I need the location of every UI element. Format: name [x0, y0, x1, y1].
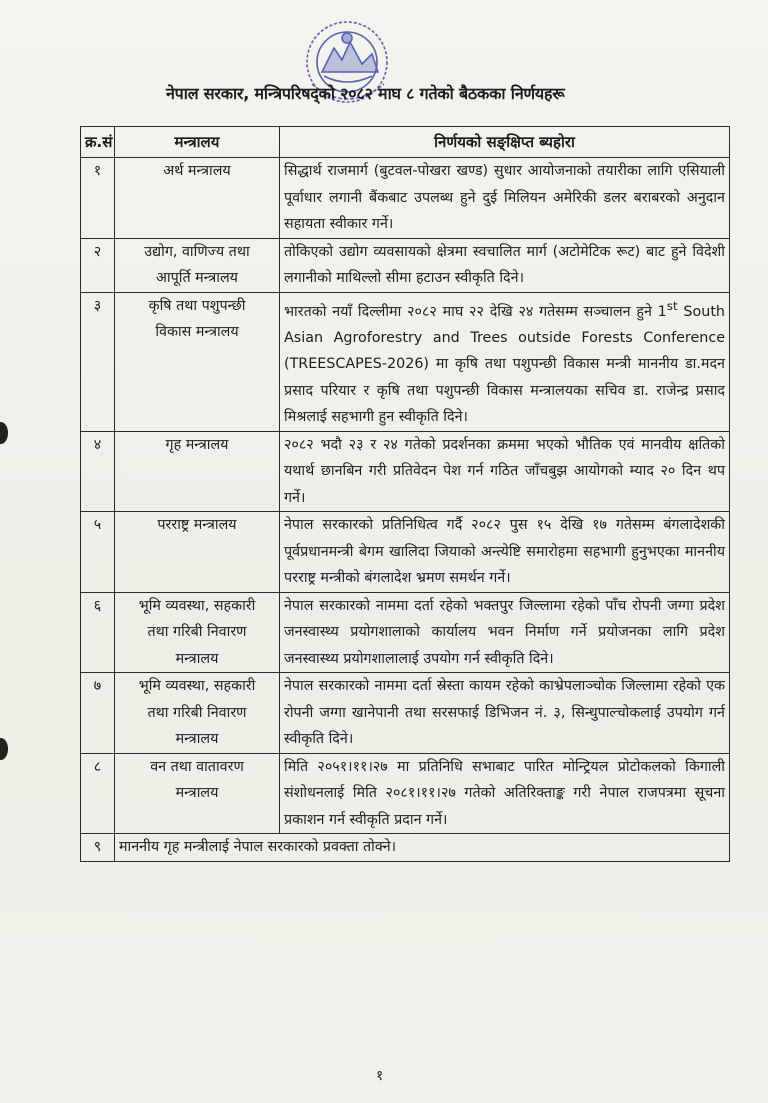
- row-ministry: [115, 512, 280, 593]
- ministry-line: मन्त्रालय: [175, 785, 219, 802]
- page-title: नेपाल सरकार, मन्त्रिपरिषद्को २०८२ माघ ८ गतेको बैठकका निर्णयहरू: [166, 84, 565, 103]
- table-row: [81, 292, 730, 431]
- row-decision: तोकिएको उद्योग व्यवसायको क्षेत्रमा स्वचालित मार्ग (अटोमेटिक रूट) बाट हुने विदेशी लगानीको माथिल्लो सीमा हटाउन स्वीकृति दिने।: [280, 238, 730, 292]
- ministry-line: तथा गरिबी निवारण: [147, 704, 247, 721]
- page-number: १: [376, 1068, 384, 1084]
- table-row: [81, 753, 730, 834]
- row-ministry: [115, 673, 280, 754]
- row-serial: ३: [81, 292, 115, 431]
- table-row: [81, 834, 730, 862]
- ministry-line: तथा गरिबी निवारण: [147, 624, 247, 641]
- row-serial: ८: [81, 753, 115, 834]
- ministry-line: आपूर्ति मन्त्रालय: [156, 270, 238, 286]
- row-ministry: [115, 431, 280, 512]
- ministry-line: मन्त्रालय: [175, 731, 219, 748]
- row-serial: ५: [81, 512, 115, 593]
- row-decision: नेपाल सरकारको नाममा दर्ता स्रेस्ता कायम रहेको काभ्रेपलाञ्चोक जिल्लामा रहेको एक रोपनी जग्गा खानेपानी तथा सरसफाई डिभिजन नं. ३, सिन्धुपाल्चोकलाई उपयोग गर्न स्वीकृति दिने।: [280, 673, 730, 754]
- decision-text-after: South Asian Agroforestry and Trees outside Forests Conference (TREESCAPES-2026) मा कृषि तथा पशुपन्छी विकास मन्त्री माननीय डा.मदन प्रसाद परियार र कृषि तथा पशुपन्छी विकास मन्त्रालयका सचिव डा. राजेन्द्र प्रसाद मिश्रलाई सहभागी हुन स्वीकृति दिने।: [284, 303, 725, 426]
- table-row: [81, 431, 730, 512]
- ministry-line: अर्थ मन्त्रालय: [163, 163, 231, 179]
- row-serial: ९: [81, 834, 115, 862]
- row-ministry: [115, 238, 280, 292]
- ministry-line: विकास मन्त्रालय: [155, 324, 239, 340]
- row-decision: सिद्धार्थ राजमार्ग (बुटवल-पोखरा खण्ड) सुधार आयोजनाको तयारीका लागि एसियाली पूर्वाधार लगानी बैंकबाट उपलब्ध हुने दुई मिलियन अमेरिकी डलर बराबरको अनुदान सहायता स्वीकार गर्ने।: [280, 158, 730, 239]
- ministry-line: भूमि व्यवस्था, सहकारी: [138, 678, 256, 695]
- table-row: [81, 592, 730, 673]
- punch-hole-top: [0, 422, 8, 444]
- row-serial: ४: [81, 431, 115, 512]
- table-row: [81, 238, 730, 292]
- row-serial: १: [81, 158, 115, 239]
- table-row: [81, 673, 730, 754]
- row-decision: [280, 292, 730, 431]
- row-ministry: [115, 292, 280, 431]
- column-header-decision: निर्णयको सङ्क्षिप्त ब्यहोरा: [280, 127, 730, 158]
- row-ministry: [115, 592, 280, 673]
- decision-text-before: भारतको नयाँ दिल्लीमा २०८२ माघ २२ देखि २४ गतेसम्म सञ्चालन हुने 1: [284, 303, 667, 320]
- row-decision: नेपाल सरकारको नाममा दर्ता रहेको भक्तपुर जिल्लामा रहेको पाँच रोपनी जग्गा प्रदेश जनस्वास्थ्य प्रयोगशालाको कार्यालय भवन निर्माण गर्ने प्रयोजनका लागि प्रदेश जनस्वास्थ्य प्रयोगशालालाई उपयोग गर्न स्वीकृति दिने।: [280, 592, 730, 673]
- ministry-line: मन्त्रालय: [175, 650, 219, 667]
- ministry-line: उद्योग, वाणिज्य तथा: [144, 243, 250, 260]
- row-decision: मिति २०५१।११।२७ मा प्रतिनिधि सभाबाट पारित मोन्ट्रियल प्रोटोकलको किगाली संशोधनलाई मिति २०८१।११।२७ गतेको अतिरिक्ताङ्क गरी नेपाल राजपत्रमा सूचना प्रकाशन गर्न स्वीकृति प्रदान गर्ने।: [280, 753, 730, 834]
- row-decision: माननीय गृह मन्त्रीलाई नेपाल सरकारको प्रवक्ता तोक्ने।: [115, 834, 730, 862]
- column-header-ministry: मन्त्रालय: [115, 127, 280, 158]
- ministry-line: वन तथा वातावरण: [150, 758, 244, 775]
- decisions-table: [80, 126, 730, 862]
- table-row: [81, 158, 730, 239]
- row-serial: ६: [81, 592, 115, 673]
- row-decision: नेपाल सरकारको प्रतिनिधित्व गर्दै २०८२ पुस १५ देखि १७ गतेसम्म बंगलादेशकी पूर्वप्रधानमन्त्री बेगम खालिदा जियाको अन्त्येष्टि समारोहमा सहभागी हुनुभएका माननीय परराष्ट्र मन्त्रीको बंगलादेश भ्रमण समर्थन गर्ने।: [280, 512, 730, 593]
- punch-hole-bottom: [0, 738, 8, 760]
- table-header-row: [81, 127, 730, 158]
- column-header-sn: क्र.सं: [81, 127, 115, 158]
- row-ministry: [115, 753, 280, 834]
- row-serial: ७: [81, 673, 115, 754]
- decision-superscript: st: [666, 298, 678, 313]
- row-decision: २०८२ भदौ २३ र २४ गतेको प्रदर्शनका क्रममा भएको भौतिक एवं मानवीय क्षतिको यथार्थ छानबिन गरी प्रतिवेदन पेश गर्न गठित जाँचबुझ आयोगको म्याद २० दिन थप गर्ने।: [280, 431, 730, 512]
- row-ministry: [115, 158, 280, 239]
- ministry-line: कृषि तथा पशुपन्छी: [148, 297, 246, 314]
- ministry-line: परराष्ट्र मन्त्रालय: [157, 517, 237, 534]
- table-row: [81, 512, 730, 593]
- ministry-line: गृह मन्त्रालय: [165, 436, 229, 453]
- row-serial: २: [81, 238, 115, 292]
- ministry-line: भूमि व्यवस्था, सहकारी: [138, 597, 256, 614]
